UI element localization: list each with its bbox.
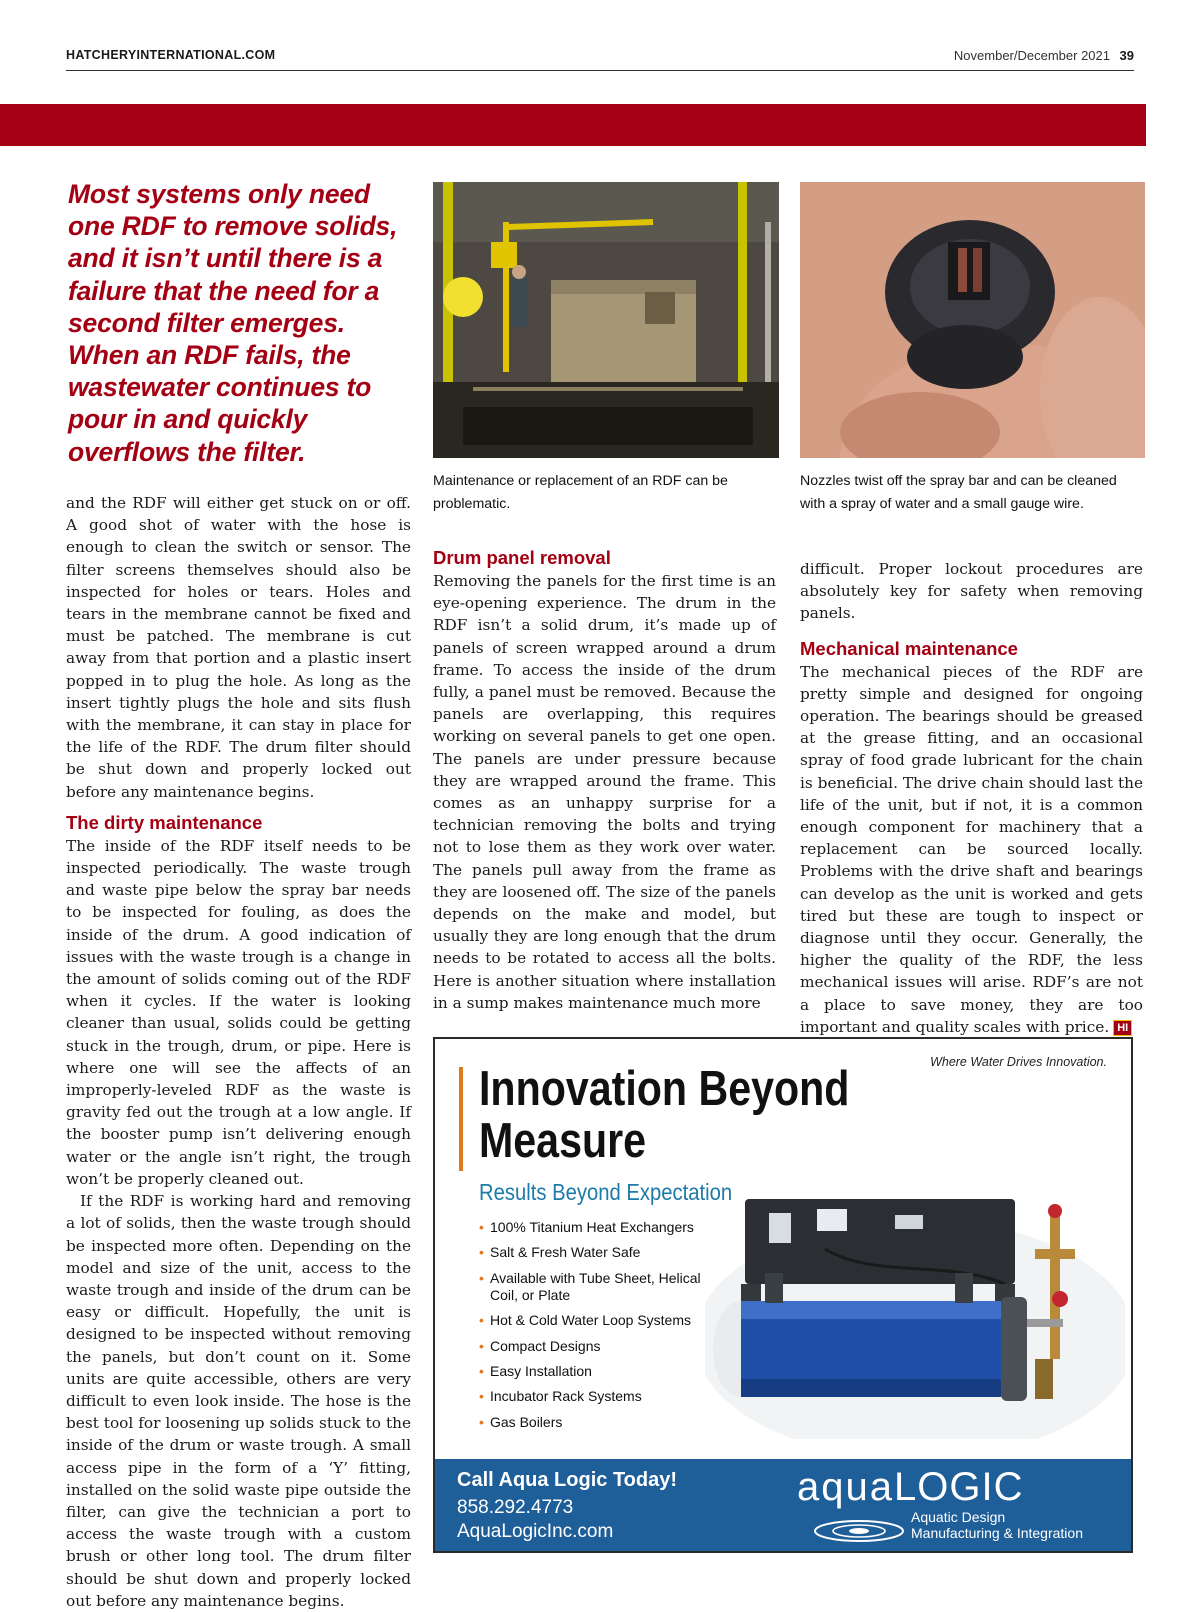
ad-feature-item — [479, 1388, 719, 1405]
page-number: 39 — [1119, 48, 1134, 63]
pull-quote: Most systems only need one RDF to remove solids, and it isn’t until there is a failure that the need for a second filter emerges. When an RDF fails, the wastewater continues to pour in and quickly overflows the filter. — [68, 179, 398, 467]
photo-rdf-maintenance — [433, 182, 779, 458]
photo-caption-2: Nozzles twist off the spray bar and can be cleaned with a spray of water and a small gauge wire. — [800, 473, 1117, 512]
bullet-icon: • — [479, 1388, 484, 1405]
paragraph — [800, 661, 1143, 1038]
ad-accent-bar — [459, 1067, 463, 1171]
rdf-maintenance-image — [433, 182, 779, 458]
nozzle-image — [800, 182, 1145, 458]
ad-feature-text: Gas Boilers — [490, 1413, 563, 1430]
article-column-3 — [800, 558, 1143, 1038]
bullet-icon: • — [479, 1269, 484, 1286]
section-heading-drum-panel-removal: Drum panel removal — [433, 547, 611, 568]
logo-word-logic: LOGIC — [893, 1465, 1024, 1509]
logo-tagline-line-1: Aquatic Design — [911, 1509, 1006, 1525]
ad-headline-line-2: Measure — [479, 1114, 647, 1168]
paragraph: Removing the panels for the first time is an eye-opening experience. The drum in the RDF isn’t a solid drum, it’s made up of panels of screen wrapped around a drum frame. To access the inside of the drum fully, a panel must be removed. Because the panels are overlapping, this requires working on several panels to get one open. The panels are under pressure because they are wrapped around the frame. This comes as an unhappy surprise for a technician removing the bolts and trying not to lose them as they work over water. The panels pull away from the frame as they are loosened off. The size of the panels depends on the make and model, but usually they are long enough that the drum needs to be rotated to access all the bolts. Here is another situation where installation in a sump makes maintenance much more — [433, 572, 776, 1012]
section-heading-mechanical-maintenance: Mechanical maintenance — [800, 637, 1018, 659]
heat-exchanger-product-image — [705, 1189, 1125, 1439]
issue-date: November/December 2021 — [953, 48, 1110, 63]
header-rule — [66, 70, 1134, 71]
ad-phone-number[interactable]: 858.292.4773 — [457, 1497, 574, 1518]
site-name: HATCHERYINTERNATIONAL.COM — [66, 48, 276, 62]
ad-feature-text: Salt & Fresh Water Safe — [490, 1244, 641, 1261]
paragraph: The inside of the RDF itself needs to be inspected periodically. The waste trough and waste pipe below the spray bar needs to be inspected for fouling, as does the inside of the drum. A good indication of issues with the waste trough is a change in the amount of solids coming out of the RDF when it cycles. If the water is looking cleaner than usual, solids could be getting stuck in the trough, drum, or pipe. Here is where one will see the affects of an improperly-leveled RDF as the waste is gravity fed out the trough at a low angle. If the booster pump isn’t delivering enough water or the angle isn’t right, the trough won’t be properly cleaned out. — [66, 836, 411, 1188]
photo-caption-1: Maintenance or replacement of an RDF can be problematic. — [433, 473, 728, 512]
ad-feature-list — [479, 1219, 719, 1439]
logo-tagline-line-2: Manufacturing & Integration — [911, 1525, 1083, 1541]
ad-feature-item — [479, 1338, 719, 1355]
ad-feature-item — [479, 1270, 719, 1304]
article-column-1 — [66, 492, 411, 1612]
ad-feature-item — [479, 1312, 719, 1329]
bullet-icon: • — [479, 1362, 484, 1379]
paragraph: If the RDF is working hard and removing a lot of solids, then the waste trough should be inspected more often. Depending on the model and size of the unit, access to the waste trough and inside of the drum can be easy or difficult. Hopefully, the unit is designed to be inspected without removing the panels, but don’t count on it. Some units are quite accessible, others are very difficult to even look inside. The hose is the best tool for loosening up solids stuck to the inside of the drum or waste trough. A small access pipe in the form of a ‘Y’ fitting, installed on the solid waste pipe outside the filter, can give the technician a port to access the waste trough with a custom brush or other long tool. The drum filter should be shut down and properly locked out before any maintenance begins. — [66, 1192, 411, 1610]
section-banner — [0, 104, 1146, 146]
ad-headline-line-1: Innovation Beyond — [479, 1062, 850, 1116]
ad-footer — [435, 1459, 1131, 1551]
paragraph-text: The mechanical pieces of the RDF are pretty simple and designed for ongoing operation. The bearings should be greased at the grease fitting, and an occasional spray of food grade lubricant for the chain is beneficial. The drive chain should last the life of the unit, but if not, it is a common enough component for machinery that a replacement can be sourced locally. Problems with the drive shaft and bearings can develop as the unit is worked and gets tired but these are tough to inspect or diagnose until they occur. Generally, the higher the quality of the RDF, the less mechanical issues will arise. RDF’s are not a place to save money, they are too important and quality scales with price. — [800, 662, 1143, 1036]
bullet-icon: • — [479, 1413, 484, 1430]
article-column-2 — [433, 547, 776, 1014]
section-heading-dirty-maintenance: The dirty maintenance — [66, 811, 263, 833]
ad-feature-item — [479, 1414, 719, 1431]
paragraph: difficult. Proper lockout procedures are absolutely key for safety when removing panels. — [800, 560, 1143, 623]
ad-feature-item — [479, 1244, 719, 1261]
logo-word-aqua: aqua — [797, 1465, 894, 1509]
end-mark-logo: HI — [1113, 1020, 1132, 1036]
ad-feature-text: Hot & Cold Water Loop Systems — [490, 1312, 692, 1329]
ad-subheadline: Results Beyond Expectation — [479, 1179, 733, 1205]
paragraph: and the RDF will either get stuck on or off. A good shot of water with the hose is enough to clean the switch or sensor. The filter screens themselves should also be inspected for holes or tears. Holes and tears in the membrane cannot be fixed and must be patched. The membrane is cut away from that portion and a plastic insert popped in to plug the hole. As long as the insert tightly plugs the hole and sits flush with the membrane, it can stay in place for the life of the RDF. The drum filter should be shut down and properly locked out before any maintenance begins. — [66, 494, 411, 801]
aqua-logic-advertisement[interactable] — [433, 1037, 1133, 1553]
ad-feature-item — [479, 1219, 719, 1236]
ad-website-link[interactable]: AquaLogicInc.com — [457, 1521, 614, 1542]
logo-water-ripple-icon — [811, 1517, 907, 1545]
ad-feature-text: Incubator Rack Systems — [490, 1388, 642, 1405]
ad-feature-item — [479, 1363, 719, 1380]
photo-nozzle — [800, 182, 1145, 458]
ad-feature-text: Easy Installation — [490, 1362, 592, 1379]
ad-call-to-action: Call Aqua Logic Today! — [457, 1469, 678, 1491]
aqua-logic-logo — [797, 1467, 1023, 1507]
bullet-icon: • — [479, 1244, 484, 1261]
bullet-icon: • — [479, 1337, 484, 1354]
bullet-icon: • — [479, 1219, 484, 1235]
ad-tagline: Where Water Drives Innovation. — [930, 1055, 1107, 1069]
bullet-icon: • — [479, 1312, 484, 1329]
ad-feature-text: Compact Designs — [490, 1337, 601, 1354]
ad-feature-text: Available with Tube Sheet, Helical Coil, or Plate — [490, 1269, 701, 1303]
ad-headline — [479, 1063, 916, 1167]
ad-feature-text: 100% Titanium Heat Exchangers — [490, 1219, 694, 1235]
